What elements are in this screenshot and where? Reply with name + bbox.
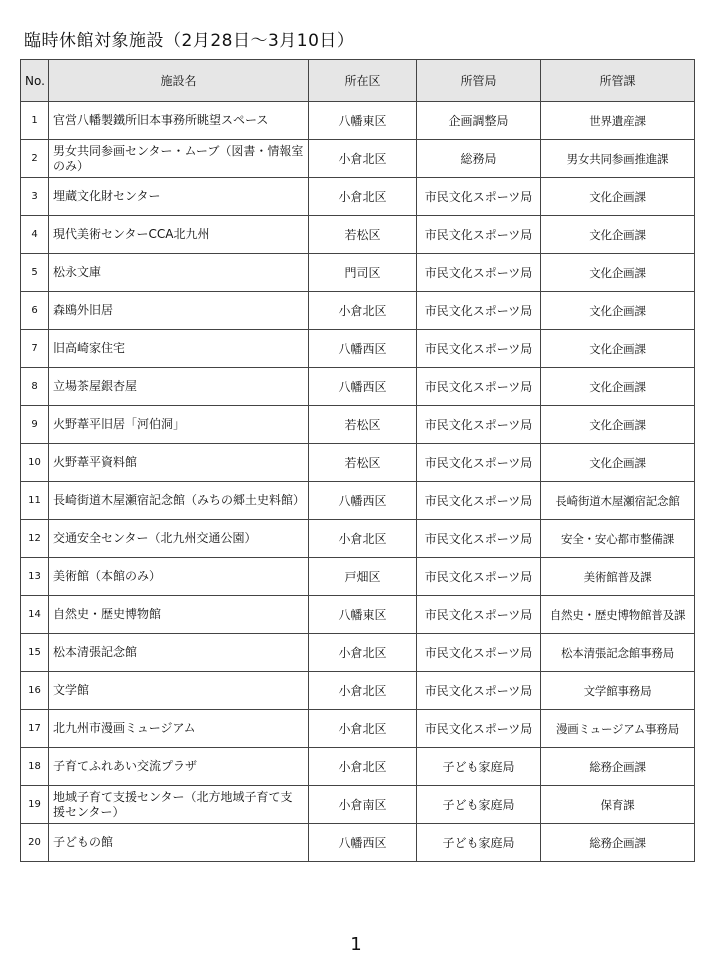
cell-no: 3 [21, 178, 49, 216]
cell-no: 9 [21, 406, 49, 444]
cell-no: 4 [21, 216, 49, 254]
cell-department: 世界遺産課 [541, 102, 695, 140]
cell-department: 美術館普及課 [541, 558, 695, 596]
cell-ward: 八幡東区 [309, 596, 417, 634]
cell-bureau: 総務局 [417, 140, 541, 178]
cell-facility-name: 男女共同参画センター・ムーブ（図書・情報室のみ） [49, 140, 309, 178]
cell-facility-name: 交通安全センター（北九州交通公園） [49, 520, 309, 558]
cell-no: 5 [21, 254, 49, 292]
cell-no: 20 [21, 824, 49, 862]
cell-ward: 若松区 [309, 444, 417, 482]
table-row [21, 520, 695, 558]
cell-no: 19 [21, 786, 49, 824]
table-row [21, 748, 695, 786]
cell-facility-name: 火野葦平旧居「河伯洞」 [49, 406, 309, 444]
cell-bureau: 子ども家庭局 [417, 786, 541, 824]
table-row [21, 406, 695, 444]
document-title: 臨時休館対象施設（2月28日〜3月10日） [24, 31, 355, 51]
table-row [21, 292, 695, 330]
cell-ward: 小倉北区 [309, 634, 417, 672]
cell-ward: 小倉北区 [309, 672, 417, 710]
cell-facility-name: 松永文庫 [49, 254, 309, 292]
cell-ward: 若松区 [309, 216, 417, 254]
table-row [21, 102, 695, 140]
cell-facility-name: 埋蔵文化財センター [49, 178, 309, 216]
cell-ward: 八幡西区 [309, 368, 417, 406]
table-row [21, 368, 695, 406]
cell-ward: 八幡西区 [309, 482, 417, 520]
cell-bureau: 企画調整局 [417, 102, 541, 140]
cell-department: 総務企画課 [541, 748, 695, 786]
cell-ward: 門司区 [309, 254, 417, 292]
page-number: 1 [350, 934, 362, 955]
table-row [21, 596, 695, 634]
cell-bureau: 市民文化スポーツ局 [417, 178, 541, 216]
cell-facility-name: 地域子育て支援センター（北方地域子育て支援センター） [49, 786, 309, 824]
cell-no: 8 [21, 368, 49, 406]
cell-bureau: 市民文化スポーツ局 [417, 520, 541, 558]
header-no: No. [21, 60, 49, 102]
table-header-row [21, 60, 695, 102]
cell-department: 文化企画課 [541, 330, 695, 368]
header-bureau: 所管局 [417, 60, 541, 102]
cell-department: 文化企画課 [541, 216, 695, 254]
cell-no: 14 [21, 596, 49, 634]
table-row [21, 710, 695, 748]
header-ward: 所在区 [309, 60, 417, 102]
table-row [21, 824, 695, 862]
table-row [21, 558, 695, 596]
cell-bureau: 市民文化スポーツ局 [417, 254, 541, 292]
cell-facility-name: 文学館 [49, 672, 309, 710]
cell-bureau: 市民文化スポーツ局 [417, 292, 541, 330]
cell-ward: 小倉北区 [309, 140, 417, 178]
cell-bureau: 市民文化スポーツ局 [417, 368, 541, 406]
cell-no: 16 [21, 672, 49, 710]
cell-ward: 小倉北区 [309, 748, 417, 786]
cell-ward: 八幡東区 [309, 102, 417, 140]
cell-ward: 小倉北区 [309, 710, 417, 748]
table-row [21, 672, 695, 710]
cell-facility-name: 北九州市漫画ミュージアム [49, 710, 309, 748]
table-row [21, 140, 695, 178]
cell-bureau: 市民文化スポーツ局 [417, 482, 541, 520]
facility-table [20, 59, 695, 862]
cell-facility-name: 美術館（本館のみ） [49, 558, 309, 596]
table-body [21, 102, 695, 862]
cell-ward: 若松区 [309, 406, 417, 444]
cell-facility-name: 長崎街道木屋瀬宿記念館（みちの郷土史料館） [49, 482, 309, 520]
cell-facility-name: 旧高崎家住宅 [49, 330, 309, 368]
cell-bureau: 市民文化スポーツ局 [417, 672, 541, 710]
cell-department: 文化企画課 [541, 292, 695, 330]
cell-ward: 八幡西区 [309, 330, 417, 368]
cell-facility-name: 現代美術センターCCA北九州 [49, 216, 309, 254]
cell-no: 1 [21, 102, 49, 140]
cell-department: 文化企画課 [541, 444, 695, 482]
table-row [21, 178, 695, 216]
cell-ward: 戸畑区 [309, 558, 417, 596]
cell-department: 文学館事務局 [541, 672, 695, 710]
cell-department: 自然史・歴史博物館普及課 [541, 596, 695, 634]
cell-ward: 小倉北区 [309, 178, 417, 216]
cell-facility-name: 松本清張記念館 [49, 634, 309, 672]
cell-facility-name: 子どもの館 [49, 824, 309, 862]
cell-bureau: 市民文化スポーツ局 [417, 558, 541, 596]
cell-no: 12 [21, 520, 49, 558]
cell-bureau: 市民文化スポーツ局 [417, 330, 541, 368]
cell-department: 漫画ミュージアム事務局 [541, 710, 695, 748]
table-row [21, 444, 695, 482]
cell-no: 11 [21, 482, 49, 520]
header-department: 所管課 [541, 60, 695, 102]
table-row [21, 634, 695, 672]
cell-department: 文化企画課 [541, 254, 695, 292]
cell-bureau: 市民文化スポーツ局 [417, 710, 541, 748]
cell-bureau: 子ども家庭局 [417, 824, 541, 862]
cell-ward: 小倉北区 [309, 292, 417, 330]
cell-department: 総務企画課 [541, 824, 695, 862]
cell-bureau: 市民文化スポーツ局 [417, 406, 541, 444]
cell-department: 長崎街道木屋瀬宿記念館 [541, 482, 695, 520]
cell-department: 文化企画課 [541, 368, 695, 406]
cell-no: 13 [21, 558, 49, 596]
cell-no: 15 [21, 634, 49, 672]
cell-no: 7 [21, 330, 49, 368]
cell-department: 松本清張記念館事務局 [541, 634, 695, 672]
cell-ward: 小倉南区 [309, 786, 417, 824]
cell-ward: 八幡西区 [309, 824, 417, 862]
table-row [21, 254, 695, 292]
cell-no: 10 [21, 444, 49, 482]
cell-department: 安全・安心都市整備課 [541, 520, 695, 558]
header-facility-name: 施設名 [49, 60, 309, 102]
cell-bureau: 市民文化スポーツ局 [417, 596, 541, 634]
cell-facility-name: 子育てふれあい交流プラザ [49, 748, 309, 786]
cell-ward: 小倉北区 [309, 520, 417, 558]
cell-no: 17 [21, 710, 49, 748]
cell-no: 6 [21, 292, 49, 330]
table-row [21, 786, 695, 824]
cell-facility-name: 官営八幡製鐵所旧本事務所眺望スペース [49, 102, 309, 140]
cell-no: 18 [21, 748, 49, 786]
cell-department: 男女共同参画推進課 [541, 140, 695, 178]
table-row [21, 330, 695, 368]
cell-no: 2 [21, 140, 49, 178]
table-row [21, 216, 695, 254]
table-row [21, 482, 695, 520]
cell-bureau: 市民文化スポーツ局 [417, 444, 541, 482]
cell-facility-name: 森鴎外旧居 [49, 292, 309, 330]
cell-bureau: 子ども家庭局 [417, 748, 541, 786]
cell-facility-name: 自然史・歴史博物館 [49, 596, 309, 634]
cell-department: 保育課 [541, 786, 695, 824]
cell-bureau: 市民文化スポーツ局 [417, 216, 541, 254]
cell-facility-name: 立場茶屋銀杏屋 [49, 368, 309, 406]
cell-facility-name: 火野葦平資料館 [49, 444, 309, 482]
cell-bureau: 市民文化スポーツ局 [417, 634, 541, 672]
cell-department: 文化企画課 [541, 406, 695, 444]
cell-department: 文化企画課 [541, 178, 695, 216]
